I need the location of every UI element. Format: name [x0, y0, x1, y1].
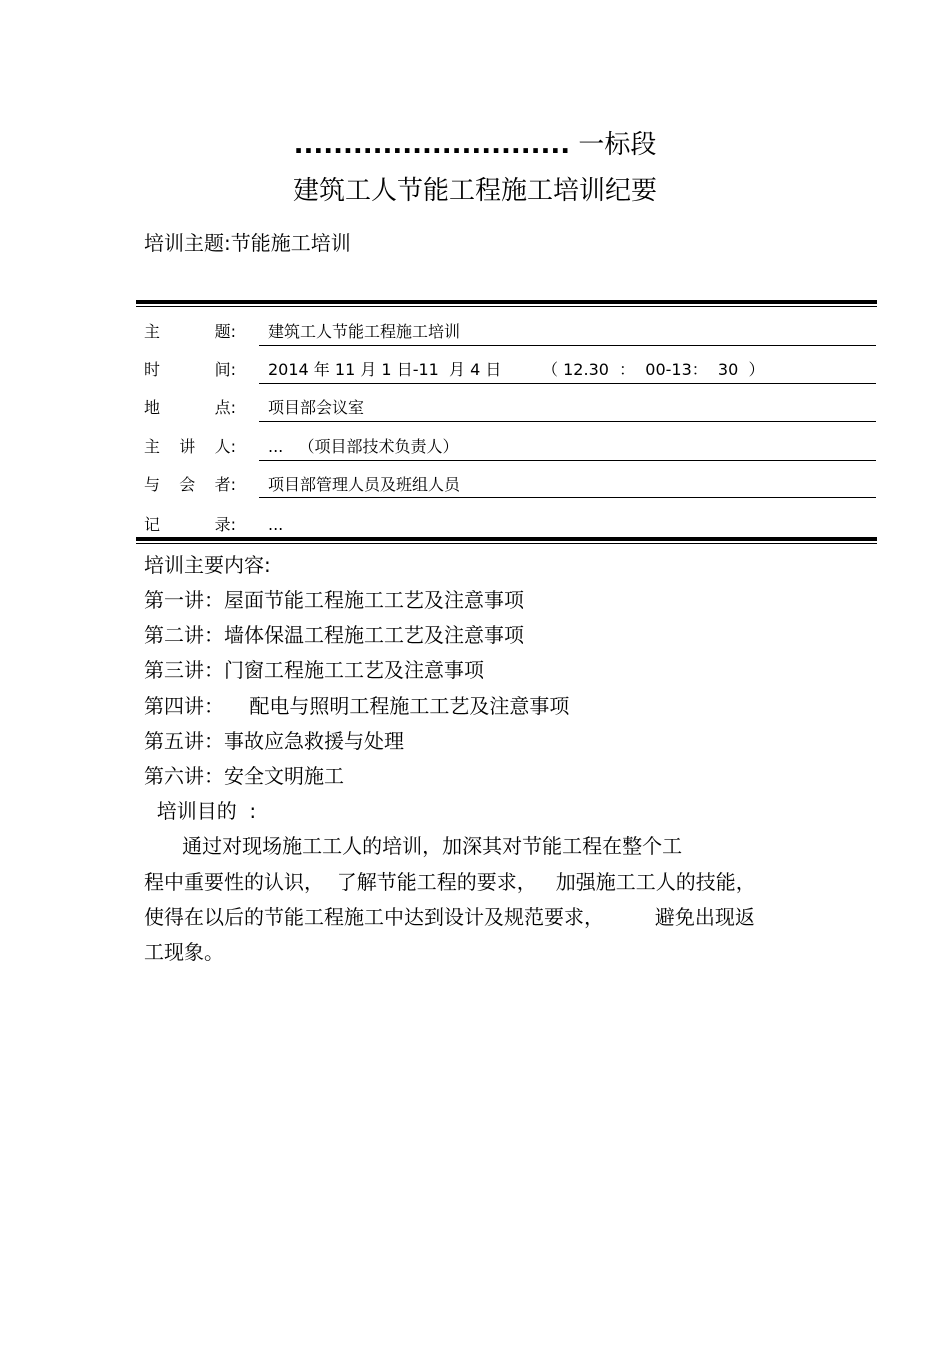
record-label-char: 地	[144, 398, 161, 417]
record-value-attendees: 项目部管理人员及班组人员	[268, 475, 461, 494]
record-value-time: 2014 年 11 月 1 日-11 月 4 日 （ 12.30 ： 00-13： 30 ）	[268, 360, 765, 379]
purpose-paragraph-line: 程中重要性的认识， 了解节能工程的要求， 加强施工工人的技能，	[144, 870, 756, 894]
record-underline	[259, 460, 876, 461]
lecture-item: 第二讲：墙体保温工程施工工艺及注意事项	[144, 623, 524, 647]
table-top-rule	[136, 300, 877, 304]
document-title: 建筑工人节能工程施工培训纪要	[292, 176, 657, 206]
table-bottom-rule-thin	[136, 543, 877, 544]
record-label-attendees	[144, 474, 236, 496]
record-label-char: 者:	[214, 475, 236, 494]
record-label-recorder	[144, 514, 236, 536]
record-label-char: 会	[179, 475, 196, 494]
training-topic	[144, 229, 351, 257]
training-topic-value: 节能施工培训	[230, 231, 351, 255]
purpose-heading: 培训目的 :	[144, 799, 257, 823]
table-top-rule-thin	[136, 306, 877, 307]
lecture-item: 第一讲：屋面节能工程施工工艺及注意事项	[144, 588, 524, 612]
purpose-paragraph-line: 工现象。	[144, 940, 224, 964]
record-label-char: 主	[144, 437, 161, 456]
record-label-time	[144, 359, 236, 381]
purpose-paragraph-line: 使得在以后的节能工程施工中达到设计及规范要求， 避免出现返	[144, 905, 755, 929]
record-label-char: 间:	[214, 360, 236, 379]
record-label-char: 讲	[179, 437, 196, 456]
record-label-speaker	[144, 436, 236, 458]
record-underline	[259, 497, 876, 498]
lecture-item: 第四讲： 配电与照明工程施工工艺及注意事项	[144, 694, 570, 718]
record-label-char: 时	[144, 360, 161, 379]
record-value-speaker: ... （项目部技术负责人）	[268, 437, 459, 456]
record-value-subject: 建筑工人节能工程施工培训	[268, 322, 461, 341]
record-label-char: 记	[144, 515, 161, 534]
lecture-item: 第六讲：安全文明施工	[144, 764, 344, 788]
header-dots: ............................	[293, 130, 571, 160]
record-label-char: 主	[144, 322, 161, 341]
header-section: 一标段	[578, 130, 657, 160]
record-label-char: 与	[144, 475, 161, 494]
record-underline	[259, 383, 876, 384]
record-label-char: 点:	[214, 398, 236, 417]
record-underline	[259, 421, 876, 422]
record-value-location: 项目部会议室	[268, 398, 365, 417]
record-label-char: 题:	[214, 322, 236, 341]
training-topic-label: 培训主题:	[144, 231, 231, 255]
record-label-char: 录:	[214, 515, 236, 534]
record-underline	[259, 345, 876, 346]
record-label-location	[144, 397, 236, 419]
lecture-item: 第三讲：门窗工程施工工艺及注意事项	[144, 658, 484, 682]
record-label-char: 人:	[214, 437, 236, 456]
content-heading: 培训主要内容:	[144, 553, 271, 577]
lecture-item: 第五讲：事故应急救援与处理	[144, 729, 404, 753]
table-bottom-rule	[136, 537, 877, 541]
record-value-recorder: ...	[268, 515, 284, 534]
record-label-subject	[144, 321, 236, 343]
purpose-paragraph-line: 通过对现场施工工人的培训，加深其对节能工程在整个工	[144, 834, 683, 858]
document-header	[0, 128, 950, 162]
